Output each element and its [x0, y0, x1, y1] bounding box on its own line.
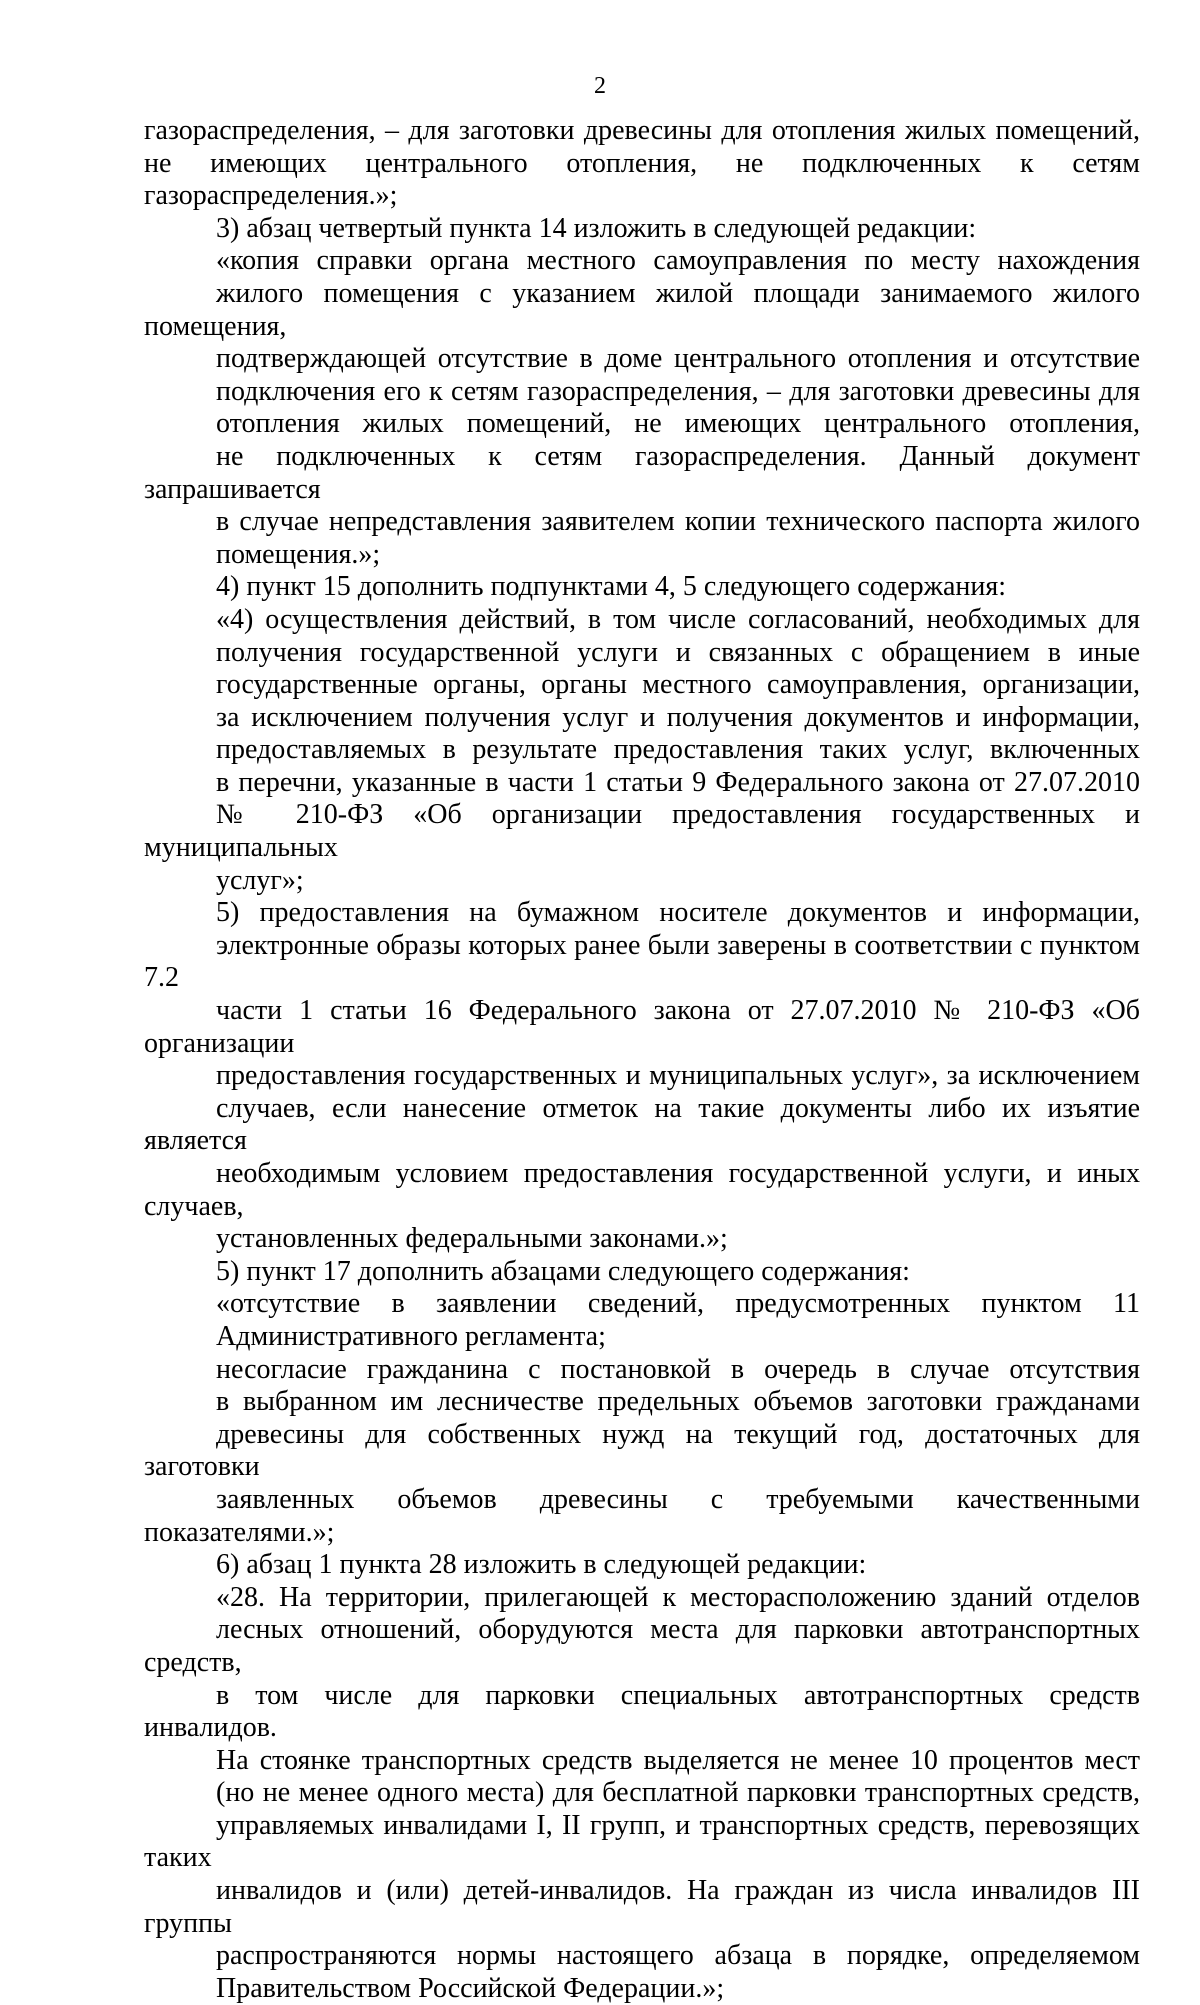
text-line: На стоянке транспортных средств выделяется не менее 10 процентов мест [216, 1744, 1140, 1776]
text-line: за исключением получения услуг и получения документов и информации, [216, 701, 1140, 733]
text-line: подключения его к сетям газораспределения, – для заготовки древесины для [216, 375, 1140, 407]
text-line: «4) осуществления действий, в том числе согласований, необходимых для [216, 603, 1140, 635]
text-line: Административного регламента; [216, 1320, 606, 1352]
paragraph [144, 245, 1140, 571]
paragraph [144, 1582, 1140, 2005]
text-line: Правительством Российской Федерации.»; [216, 1972, 725, 2004]
text-line: в случае непредставления заявителем копии технического паспорта жилого [216, 506, 1140, 538]
paragraph [144, 604, 1140, 897]
text-line: части 1 статьи 16 Федерального закона от 27.07.2010 № 210-ФЗ «Об организации [144, 995, 1140, 1059]
paragraph [144, 1288, 1140, 1353]
text-line: жилого помещения с указанием жилой площади занимаемого жилого помещения, [144, 277, 1140, 342]
text-line: управляемых инвалидами I, II групп, и транспортных средств, перевозящих таких [144, 1809, 1140, 1874]
text-line: не имеющих центрального отопления, не подключенных к сетям [144, 147, 1140, 179]
text-line: лесных отношений, оборудуются места для парковки автотранспортных средств, [144, 1614, 1140, 1678]
paragraph [144, 115, 1140, 213]
text-line: «отсутствие в заявлении сведений, предусмотренных пунктом 11 [216, 1288, 1140, 1320]
text-line: № 210-ФЗ «Об организации предоставления государственных и муниципальных [144, 799, 1140, 864]
paragraph [144, 1256, 1140, 1289]
text-line: предоставления государственных и муниципальных услуг», за исключением [216, 1060, 1140, 1092]
text-line: необходимым условием предоставления государственной услуги, и иных случаев, [144, 1158, 1140, 1222]
text-line: в том числе для парковки специальных автотранспортных средств инвалидов. [144, 1679, 1140, 1744]
text-line: не подключенных к сетям газораспределения. Данный документ запрашивается [144, 440, 1140, 505]
text-line: 5) предоставления на бумажном носителе документов и информации, [216, 897, 1140, 929]
text-line: (но не менее одного места) для бесплатной парковки транспортных средств, [216, 1777, 1140, 1809]
text-line: 3) абзац четвертый пункта 14 изложить в следующей редакции: [216, 212, 977, 244]
text-line: получения государственной услуги и связанных с обращением в иные [216, 636, 1140, 668]
paragraph [144, 571, 1140, 604]
text-line: случаев, если нанесение отметок на такие документы либо их изъятие является [144, 1092, 1140, 1157]
text-line: предоставляемых в результате предоставления таких услуг, включенных [216, 734, 1140, 766]
text-line: в перечни, указанные в части 1 статьи 9 Федерального закона от 27.07.2010 [216, 766, 1140, 798]
document-body [144, 115, 1140, 2005]
text-line: 5) пункт 17 дополнить абзацами следующего содержания: [216, 1255, 910, 1287]
text-line: 4) пункт 15 дополнить подпунктами 4, 5 следующего содержания: [216, 571, 1007, 603]
text-line: газораспределения, – для заготовки древесины для отопления жилых помещений, [144, 115, 1140, 146]
text-line: «копия справки органа местного самоуправления по месту нахождения [216, 245, 1140, 277]
text-line: услуг»; [216, 864, 304, 896]
text-line: несогласие гражданина с постановкой в очередь в случае отсутствия [216, 1353, 1140, 1385]
text-line: «28. На территории, прилегающей к месторасположению зданий отделов [216, 1581, 1140, 1613]
text-line: установленных федеральными законами.»; [216, 1223, 728, 1255]
text-line: помещения.»; [216, 538, 381, 570]
text-line: газораспределения.»; [144, 180, 398, 212]
text-line: отопления жилых помещений, не имеющих центрального отопления, [216, 408, 1140, 440]
text-line: электронные образы которых ранее были заверены в соответствии с пунктом 7.2 [144, 929, 1140, 994]
paragraph [144, 1549, 1140, 1582]
page-number: 2 [594, 73, 606, 99]
text-line: древесины для собственных нужд на текущий год, достаточных для заготовки [144, 1418, 1140, 1483]
text-line: государственные органы, органы местного самоуправления, организации, [216, 669, 1140, 701]
text-line: 6) абзац 1 пункта 28 изложить в следующей редакции: [216, 1549, 867, 1581]
text-line: в выбранном им лесничестве предельных объемов заготовки гражданами [216, 1386, 1140, 1418]
text-line: заявленных объемов древесины с требуемыми качественными показателями.»; [144, 1483, 1140, 1548]
text-line: подтверждающей отсутствие в доме центрального отопления и отсутствие [216, 343, 1140, 375]
text-line: инвалидов и (или) детей-инвалидов. На граждан из числа инвалидов III группы [144, 1875, 1140, 1939]
paragraph [144, 897, 1140, 1256]
paragraph [144, 213, 1140, 246]
paragraph [144, 1354, 1140, 1550]
text-line: распространяются нормы настоящего абзаца в порядке, определяемом [216, 1940, 1140, 1972]
